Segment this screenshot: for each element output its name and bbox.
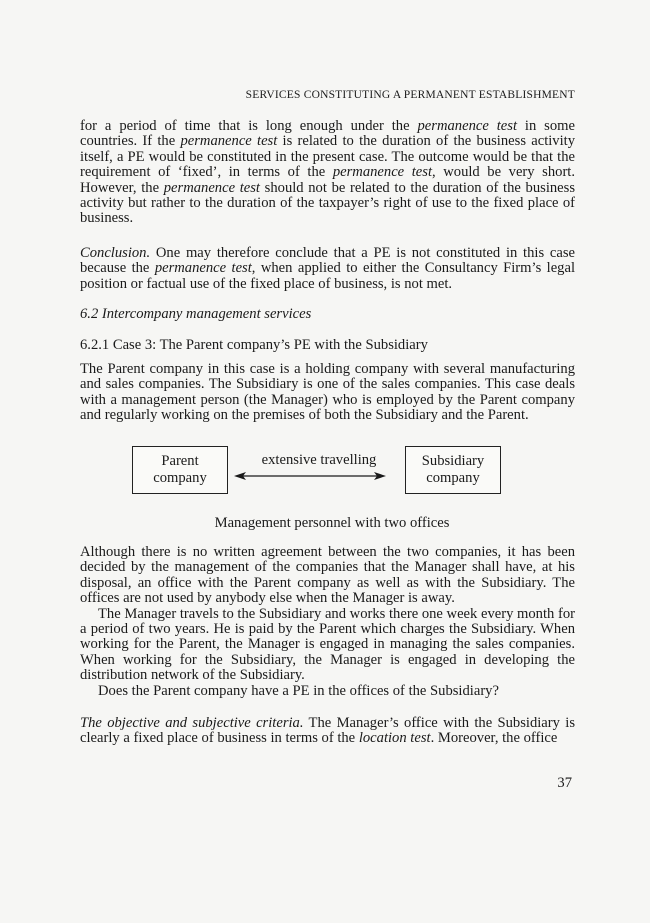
- text-run: , when applied to either the Consultancy Firm’s legal position or factual use of the fixed place of business, is not met.: [80, 260, 576, 292]
- paragraph-permanence-test: [80, 119, 575, 227]
- running-head: SERVICES CONSTITUTING A PERMANENT ESTABLISHMENT: [245, 89, 575, 101]
- italic-term: permanence test: [417, 118, 517, 134]
- text-run: is related to the duration of the business activity itself, a PE would be constituted in the present case. The outcome would be that the requirement of ‘fixed’, in terms of the: [80, 133, 576, 181]
- conclusion-label: Conclusion.: [80, 245, 151, 261]
- text-run: The Manager’s office with the Subsidiary is clearly a fixed place of business in terms of the: [80, 715, 575, 747]
- box-label-line: Parent: [161, 453, 199, 469]
- paragraph-agreement: [80, 545, 575, 699]
- subsection-heading: 6.2.1 Case 3: The Parent company’s PE with the Subsidiary: [80, 337, 428, 353]
- text-run: in some countries. If the: [80, 118, 575, 150]
- italic-term: location test: [358, 730, 431, 747]
- figure-caption: Management personnel with two offices: [214, 515, 450, 531]
- text-run: . Moreover, the office: [430, 730, 558, 747]
- italic-term: permanence test: [332, 164, 433, 181]
- box-label-line: company: [153, 470, 207, 486]
- paragraph-criteria: [80, 716, 575, 747]
- text-run: for a period of time that is long enough under the: [80, 118, 418, 134]
- text-run: , would be very short. However, the: [80, 164, 576, 196]
- paragraph-case-description: The Parent company in this case is a holding company with several manufacturing and sales companies. The Subsidiary is one of the sales companies. This case deals with a management person (the Manager) who is employed by the Parent company and regularly working on the premises of both the Subsidiary and the Parent.: [80, 361, 575, 424]
- text-run: One may therefore conclude that a PE is not constituted in this case because the: [80, 245, 575, 277]
- page-number: 37: [557, 775, 572, 791]
- paragraph-agreement-text: Although there is no written agreement between the two companies, it has been decided by the management of the companies that the Manager shall have, at his disposal, an office with the Parent company as well as with the Subsidiary. The offices are not used by anybody else when the Manager is away.: [80, 544, 575, 607]
- italic-term: permanence test: [163, 179, 260, 196]
- paragraph-question: Does the Parent company have a PE in the offices of the Subsidiary?: [98, 682, 499, 699]
- italic-term: permanence test: [154, 260, 252, 277]
- box-label-line: company: [426, 470, 480, 486]
- double-arrow-icon: [234, 470, 386, 482]
- section-heading: [80, 307, 575, 322]
- subsidiary-company-box: [405, 446, 501, 494]
- text-run: should not be related to the duration of the business activity but rather to the duration of the taxpayer’s right of use to the fixed place of business.: [80, 179, 576, 227]
- criteria-label: The objective and subjective criteria.: [80, 715, 304, 731]
- paragraph-travel: The Manager travels to the Subsidiary and works there one week every month for a period of two years. He is paid by the Parent which charges the Subsidiary. When working for the Parent, the Manager is engaged in managing the sales companies. When working for the Subsidiary, the Manager is engaged in developing the distribution network of the Subsidiary.: [80, 605, 575, 684]
- arrow-label: extensive travelling: [261, 452, 377, 468]
- paragraph-conclusion: [80, 246, 575, 292]
- parent-company-box: [132, 446, 228, 494]
- box-label-line: Subsidiary: [421, 453, 485, 469]
- section-heading-text: 6.2 Intercompany management services: [80, 306, 312, 322]
- italic-term: permanence test: [180, 133, 278, 150]
